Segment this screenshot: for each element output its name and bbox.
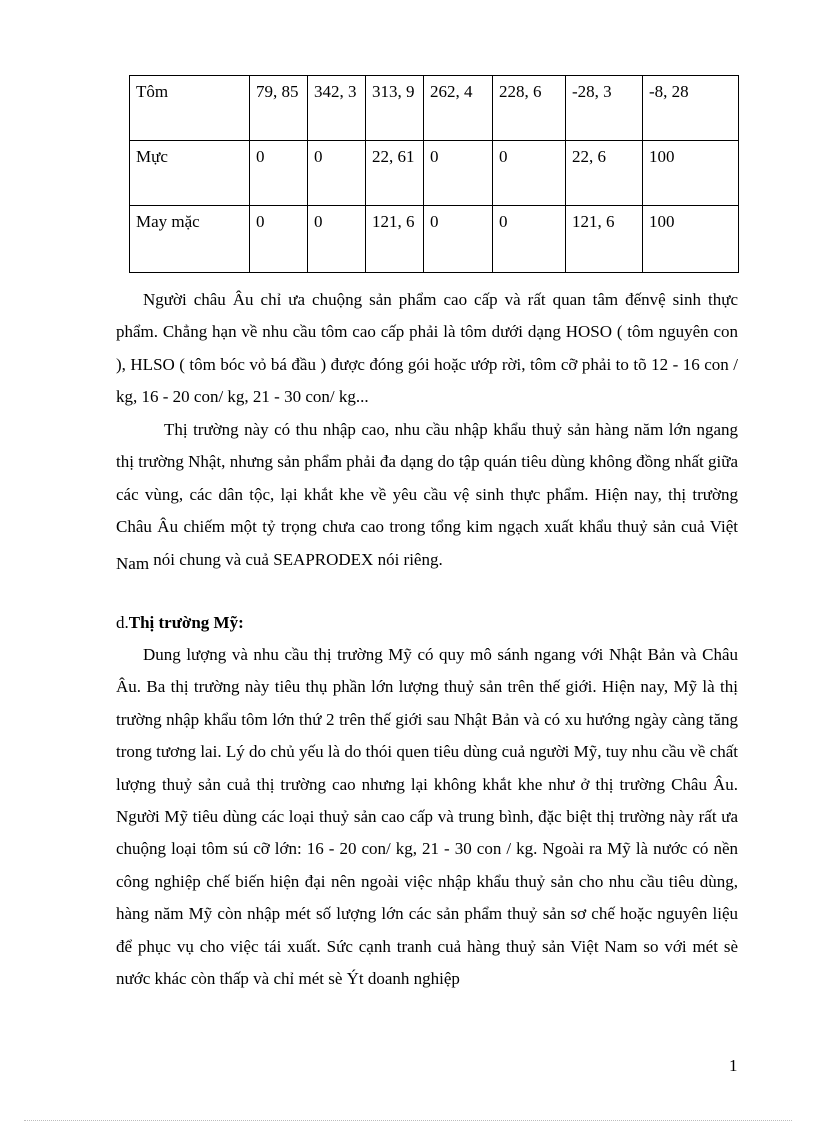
section-heading-title: Thị trường Mỹ: <box>128 613 244 632</box>
paragraph-text: nói chung và cuả SEAPRODEX nói riêng. <box>153 549 443 569</box>
table-cell: 0 <box>250 206 308 273</box>
table-cell: 313, 9 <box>366 76 424 141</box>
table-cell: 0 <box>424 141 493 206</box>
table-cell: Tôm <box>130 76 250 141</box>
paragraph-europe-demand: Người châu Âu chỉ ưa chuộng sản phẩm cao cấp và rất quan tâm đếnvệ sinh thực phẩm. Chẳng hạn về nhu cầu tôm cao cấp phải là tôm dưới dạng HOSO ( tôm nguyên con ), HLSO ( tôm bóc vỏ bá đầu ) được đóng gói hoặc ướp rời, tôm cỡ phải to tõ 12 - 16 con / kg, 16 - 20 con/ kg, 21 - 30 con/ kg... <box>116 290 738 407</box>
table-cell: 22, 6 <box>566 141 643 206</box>
table-cell: 262, 4 <box>424 76 493 141</box>
table-cell: 100 <box>643 141 739 206</box>
table-cell: 0 <box>493 141 566 206</box>
table-cell: -8, 28 <box>643 76 739 141</box>
table-row <box>130 76 739 141</box>
paragraph-subscript-text: Nam <box>116 553 150 573</box>
table-cell: 100 <box>643 206 739 273</box>
table-cell: 0 <box>308 141 366 206</box>
table-cell: Mực <box>130 141 250 206</box>
table-cell: -28, 3 <box>566 76 643 141</box>
table-cell: 121, 6 <box>566 206 643 273</box>
table-cell: 0 <box>308 206 366 273</box>
page-number: 1 <box>729 1056 738 1075</box>
table-cell: 0 <box>424 206 493 273</box>
table-cell: 121, 6 <box>366 206 424 273</box>
table-cell: 0 <box>250 141 308 206</box>
table-row <box>130 141 739 206</box>
paragraph-us-market: Dung lượng và nhu cầu thị trường Mỹ có quy mô sánh ngang với Nhật Bản và Châu Âu. Ba thị trường này tiêu thụ phần lớn lượng thuỷ sản trên thế giới. Hiện nay, Mỹ là thị trường nhập khẩu tôm lớn thứ 2 trên thế giới sau Nhật Bản và có xu hướng ngày càng tăng trong tương lai. Lý do chủ yếu là do thói quen tiêu dùng cuả người Mỹ, tuy nhu cầu về chất lượng thuỷ sản cuả thị trường cao nhưng lại không khắt khe như ở thị trường Châu Âu. Người Mỹ tiêu dùng các loại thuỷ sản cao cấp và trung bình, đặc biệt thị trường này rất ưa chuộng loại tôm sú cỡ lớn: 16 - 20 con/ kg, 21 - 30 con / kg. Ngoài ra Mỹ là nước có nền công nghiệp chế biến hiện đại nên ngoài việc nhập khẩu thuỷ sản cho nhu cầu tiêu dùng, hàng năm Mỹ còn nhập mét số lượng lớn các sản phẩm thuỷ sản sơ chế hoặc nguyên liệu để phục vụ cho việc tái xuất. Sức cạnh tranh cuả hàng thuỷ sản Việt Nam so với mét sè nước khác còn thấp và chỉ mét sè Ýt doanh nghiệp <box>116 645 738 989</box>
page-bottom-divider <box>24 1120 792 1121</box>
table-cell: 22, 61 <box>366 141 424 206</box>
table-cell: 342, 3 <box>308 76 366 141</box>
section-heading-label: d. <box>116 613 129 632</box>
table-cell: 0 <box>493 206 566 273</box>
export-table <box>129 75 739 273</box>
table-row <box>130 206 739 273</box>
paragraph-text: Thị trường này có thu nhập cao, nhu cầu nhập khẩu thuỷ sản hàng năm lớn ngang thị trường Nhật, nhưng sản phẩm phải đa dạng do tập quán tiêu dùng không đồng nhất giữa các vùng, các dân tộc, lại khắt khe về yêu cầu vệ sinh thực phẩm. Hiện nay, thị trường Châu Âu chiếm một tỷ trọng chưa cao trong tổng kim ngạch xuất khẩu thuỷ sản cuả Việt <box>116 420 738 537</box>
section-heading <box>116 607 738 639</box>
table-cell: 228, 6 <box>493 76 566 141</box>
table-cell: 79, 85 <box>250 76 308 141</box>
table-cell: May mặc <box>130 206 250 273</box>
paragraph-europe-market <box>116 414 738 576</box>
